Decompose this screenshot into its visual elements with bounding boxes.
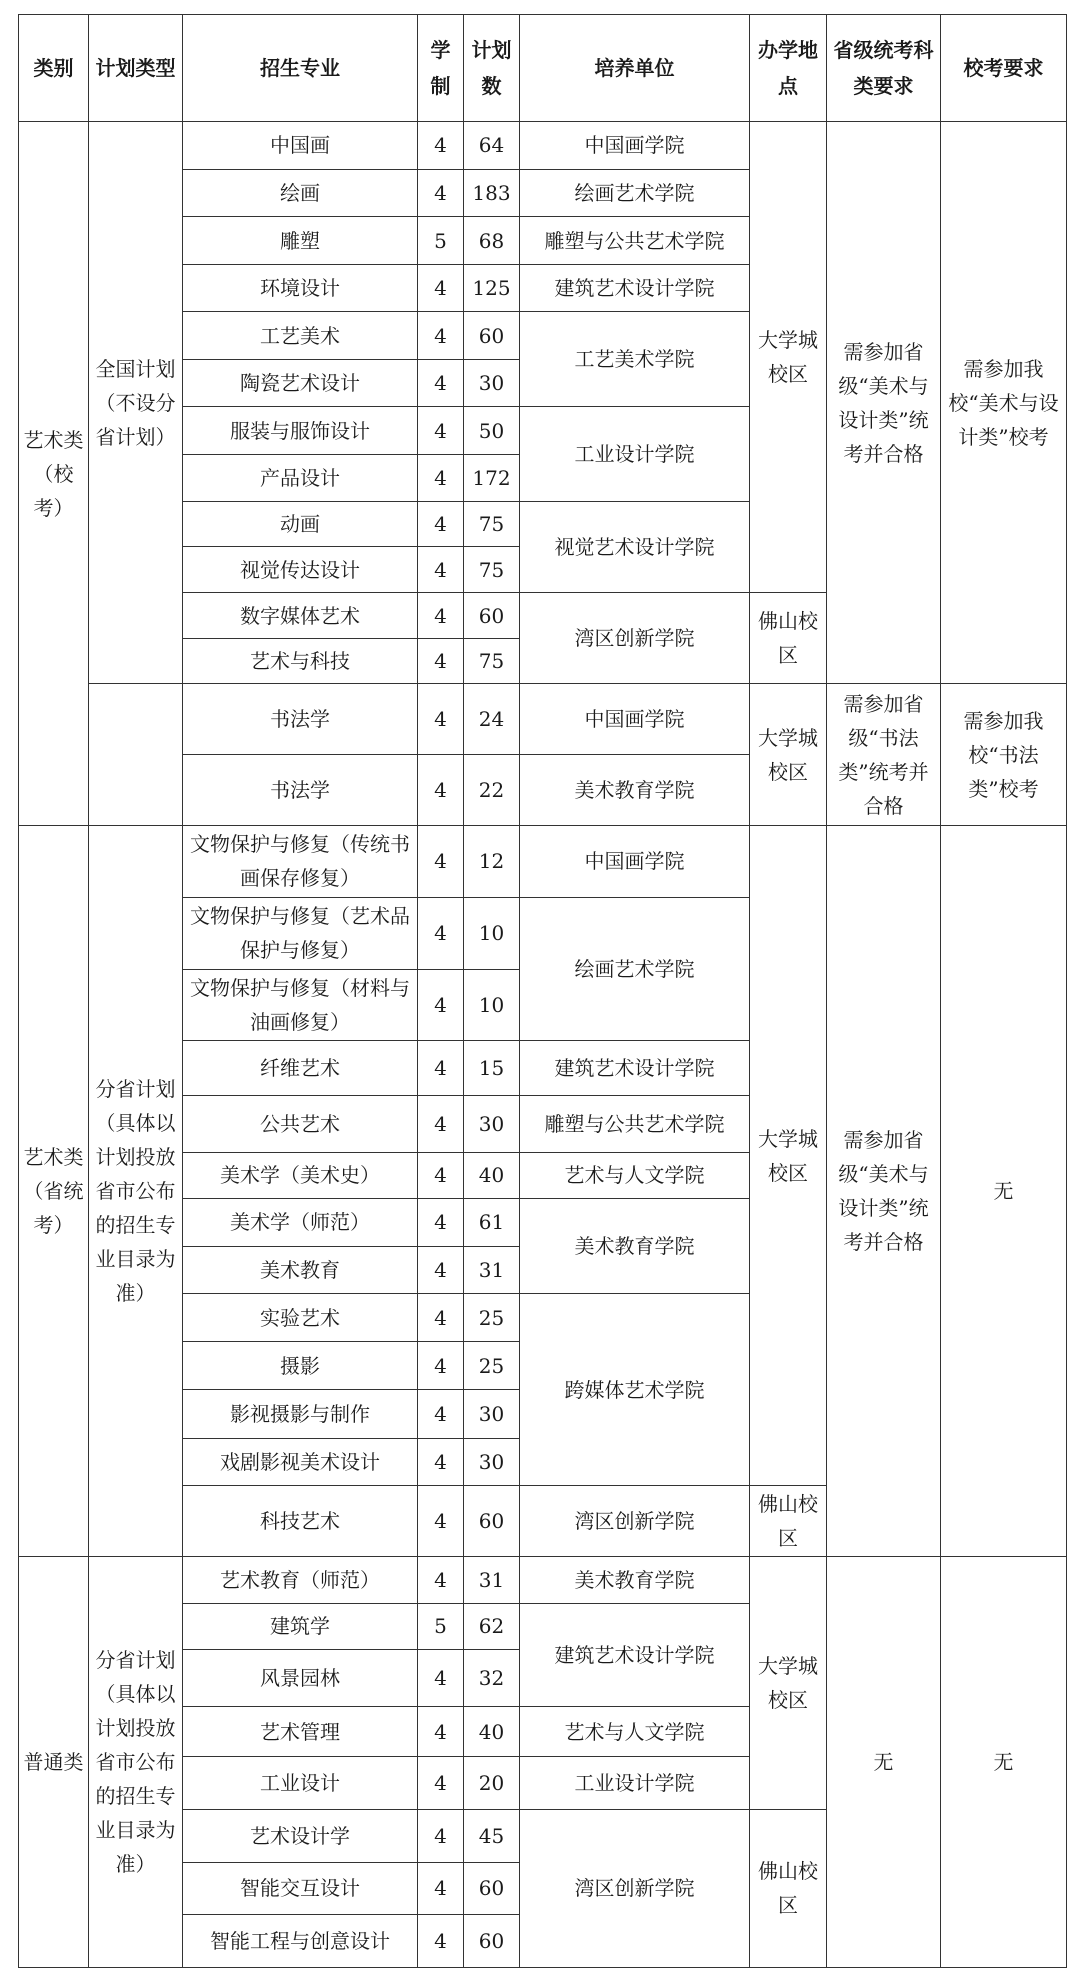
unit-cell: 中国画学院 bbox=[520, 826, 750, 898]
years-cell: 4 bbox=[418, 1199, 464, 1247]
quota-cell: 62 bbox=[464, 1603, 520, 1650]
quota-cell: 30 bbox=[464, 1390, 520, 1439]
quota-cell: 40 bbox=[464, 1152, 520, 1199]
quota-cell: 25 bbox=[464, 1341, 520, 1390]
major-cell: 艺术教育（师范） bbox=[183, 1557, 418, 1604]
unit-cell: 绘画艺术学院 bbox=[520, 897, 750, 1041]
unit-cell: 工业设计学院 bbox=[520, 407, 750, 502]
years-cell: 4 bbox=[418, 169, 464, 217]
years-cell: 4 bbox=[418, 1557, 464, 1604]
quota-cell: 75 bbox=[464, 502, 520, 547]
quota-cell: 30 bbox=[464, 359, 520, 407]
years-cell: 4 bbox=[418, 1294, 464, 1342]
quota-cell: 172 bbox=[464, 454, 520, 502]
school-requirement-cell: 无 bbox=[941, 1557, 1067, 1968]
major-cell: 实验艺术 bbox=[183, 1294, 418, 1342]
major-cell: 书法学 bbox=[183, 755, 418, 826]
quota-cell: 50 bbox=[464, 407, 520, 455]
quota-cell: 68 bbox=[464, 217, 520, 265]
years-cell: 4 bbox=[418, 407, 464, 455]
major-cell: 纤维艺术 bbox=[183, 1041, 418, 1096]
quota-cell: 75 bbox=[464, 546, 520, 593]
header-campus: 办学地点 bbox=[750, 15, 827, 122]
unit-cell: 美术教育学院 bbox=[520, 755, 750, 826]
years-cell: 4 bbox=[418, 312, 464, 360]
years-cell: 4 bbox=[418, 638, 464, 684]
header-quota: 计划数 bbox=[464, 15, 520, 122]
major-cell: 智能交互设计 bbox=[183, 1862, 418, 1915]
quota-cell: 30 bbox=[464, 1438, 520, 1486]
quota-cell: 60 bbox=[464, 1486, 520, 1557]
quota-cell: 22 bbox=[464, 755, 520, 826]
years-cell: 4 bbox=[418, 969, 464, 1041]
campus-cell: 大学城校区 bbox=[750, 684, 827, 826]
unit-cell: 跨媒体艺术学院 bbox=[520, 1294, 750, 1486]
campus-cell: 大学城校区 bbox=[750, 1557, 827, 1810]
header-category: 类别 bbox=[19, 15, 89, 122]
plan-type-cell: 全国计划（不设分省计划） bbox=[89, 122, 183, 684]
major-cell: 服装与服饰设计 bbox=[183, 407, 418, 455]
years-cell: 4 bbox=[418, 1650, 464, 1707]
provincial-requirement-cell: 需参加省级“美术与设计类”统考并合格 bbox=[827, 122, 941, 684]
unit-cell: 建筑艺术设计学院 bbox=[520, 264, 750, 312]
category-cell: 艺术类（校考） bbox=[19, 122, 89, 826]
quota-cell: 61 bbox=[464, 1199, 520, 1247]
quota-cell: 32 bbox=[464, 1650, 520, 1707]
quota-cell: 15 bbox=[464, 1041, 520, 1096]
quota-cell: 20 bbox=[464, 1757, 520, 1810]
quota-cell: 10 bbox=[464, 969, 520, 1041]
major-cell: 艺术与科技 bbox=[183, 638, 418, 684]
header-school-requirement: 校考要求 bbox=[941, 15, 1067, 122]
years-cell: 4 bbox=[418, 1041, 464, 1096]
quota-cell: 40 bbox=[464, 1706, 520, 1757]
years-cell: 4 bbox=[418, 1438, 464, 1486]
years-cell: 4 bbox=[418, 1096, 464, 1153]
unit-cell: 中国画学院 bbox=[520, 122, 750, 170]
years-cell: 4 bbox=[418, 684, 464, 755]
major-cell: 文物保护与修复（材料与油画修复） bbox=[183, 969, 418, 1041]
major-cell: 工艺美术 bbox=[183, 312, 418, 360]
header-years: 学制 bbox=[418, 15, 464, 122]
table-row bbox=[19, 1557, 1067, 1604]
campus-cell: 佛山校区 bbox=[750, 593, 827, 684]
unit-cell: 湾区创新学院 bbox=[520, 1486, 750, 1557]
quota-cell: 10 bbox=[464, 897, 520, 969]
category-cell: 普通类 bbox=[19, 1557, 89, 1968]
quota-cell: 64 bbox=[464, 122, 520, 170]
major-cell: 艺术管理 bbox=[183, 1706, 418, 1757]
major-cell: 科技艺术 bbox=[183, 1486, 418, 1557]
years-cell: 4 bbox=[418, 1809, 464, 1862]
years-cell: 5 bbox=[418, 217, 464, 265]
campus-cell: 佛山校区 bbox=[750, 1486, 827, 1557]
major-cell: 影视摄影与制作 bbox=[183, 1390, 418, 1439]
quota-cell: 125 bbox=[464, 264, 520, 312]
major-cell: 公共艺术 bbox=[183, 1096, 418, 1153]
campus-cell: 大学城校区 bbox=[750, 122, 827, 593]
header-plan-type: 计划类型 bbox=[89, 15, 183, 122]
unit-cell: 美术教育学院 bbox=[520, 1199, 750, 1294]
years-cell: 4 bbox=[418, 1706, 464, 1757]
header-row bbox=[19, 15, 1067, 122]
admission-plan-table bbox=[18, 14, 1067, 1968]
years-cell: 4 bbox=[418, 593, 464, 639]
school-requirement-cell: 无 bbox=[941, 826, 1067, 1557]
major-cell: 陶瓷艺术设计 bbox=[183, 359, 418, 407]
major-cell: 艺术设计学 bbox=[183, 1809, 418, 1862]
major-cell: 视觉传达设计 bbox=[183, 546, 418, 593]
major-cell: 雕塑 bbox=[183, 217, 418, 265]
major-cell: 绘画 bbox=[183, 169, 418, 217]
unit-cell: 美术教育学院 bbox=[520, 1557, 750, 1604]
major-cell: 产品设计 bbox=[183, 454, 418, 502]
unit-cell: 工业设计学院 bbox=[520, 1757, 750, 1810]
quota-cell: 24 bbox=[464, 684, 520, 755]
major-cell: 美术教育 bbox=[183, 1246, 418, 1294]
years-cell: 4 bbox=[418, 826, 464, 898]
header-major: 招生专业 bbox=[183, 15, 418, 122]
unit-cell: 湾区创新学院 bbox=[520, 1809, 750, 1967]
quota-cell: 183 bbox=[464, 169, 520, 217]
unit-cell: 视觉艺术设计学院 bbox=[520, 502, 750, 593]
major-cell: 数字媒体艺术 bbox=[183, 593, 418, 639]
campus-cell: 大学城校区 bbox=[750, 826, 827, 1486]
quota-cell: 31 bbox=[464, 1557, 520, 1604]
years-cell: 4 bbox=[418, 1862, 464, 1915]
years-cell: 4 bbox=[418, 264, 464, 312]
major-cell: 美术学（师范） bbox=[183, 1199, 418, 1247]
unit-cell: 艺术与人文学院 bbox=[520, 1706, 750, 1757]
years-cell: 4 bbox=[418, 454, 464, 502]
major-cell: 建筑学 bbox=[183, 1603, 418, 1650]
plan-type-cell-empty bbox=[89, 684, 183, 826]
years-cell: 4 bbox=[418, 122, 464, 170]
table-row bbox=[19, 122, 1067, 170]
category-cell: 艺术类（省统考） bbox=[19, 826, 89, 1557]
years-cell: 4 bbox=[418, 1246, 464, 1294]
major-cell: 摄影 bbox=[183, 1341, 418, 1390]
quota-cell: 60 bbox=[464, 1915, 520, 1968]
major-cell: 戏剧影视美术设计 bbox=[183, 1438, 418, 1486]
years-cell: 4 bbox=[418, 359, 464, 407]
plan-type-cell: 分省计划（具体以计划投放省市公布的招生专业目录为准） bbox=[89, 826, 183, 1557]
years-cell: 4 bbox=[418, 502, 464, 547]
unit-cell: 绘画艺术学院 bbox=[520, 169, 750, 217]
table-row bbox=[19, 826, 1067, 898]
provincial-requirement-cell: 需参加省级“美术与设计类”统考并合格 bbox=[827, 826, 941, 1557]
years-cell: 4 bbox=[418, 546, 464, 593]
major-cell: 美术学（美术史） bbox=[183, 1152, 418, 1199]
major-cell: 书法学 bbox=[183, 684, 418, 755]
quota-cell: 60 bbox=[464, 593, 520, 639]
plan-type-cell: 分省计划（具体以计划投放省市公布的招生专业目录为准） bbox=[89, 1557, 183, 1968]
quota-cell: 75 bbox=[464, 638, 520, 684]
unit-cell: 雕塑与公共艺术学院 bbox=[520, 1096, 750, 1153]
years-cell: 4 bbox=[418, 1152, 464, 1199]
years-cell: 4 bbox=[418, 1390, 464, 1439]
major-cell: 文物保护与修复（艺术品保护与修复） bbox=[183, 897, 418, 969]
unit-cell: 建筑艺术设计学院 bbox=[520, 1603, 750, 1706]
provincial-requirement-cell: 无 bbox=[827, 1557, 941, 1968]
major-cell: 文物保护与修复（传统书画保存修复） bbox=[183, 826, 418, 898]
quota-cell: 31 bbox=[464, 1246, 520, 1294]
years-cell: 4 bbox=[418, 897, 464, 969]
unit-cell: 雕塑与公共艺术学院 bbox=[520, 217, 750, 265]
years-cell: 4 bbox=[418, 1757, 464, 1810]
quota-cell: 60 bbox=[464, 312, 520, 360]
quota-cell: 12 bbox=[464, 826, 520, 898]
years-cell: 4 bbox=[418, 1486, 464, 1557]
unit-cell: 中国画学院 bbox=[520, 684, 750, 755]
header-unit: 培养单位 bbox=[520, 15, 750, 122]
major-cell: 智能工程与创意设计 bbox=[183, 1915, 418, 1968]
unit-cell: 湾区创新学院 bbox=[520, 593, 750, 684]
unit-cell: 艺术与人文学院 bbox=[520, 1152, 750, 1199]
major-cell: 工业设计 bbox=[183, 1757, 418, 1810]
quota-cell: 45 bbox=[464, 1809, 520, 1862]
quota-cell: 30 bbox=[464, 1096, 520, 1153]
provincial-requirement-cell: 需参加省级“书法类”统考并合格 bbox=[827, 684, 941, 826]
years-cell: 5 bbox=[418, 1603, 464, 1650]
quota-cell: 60 bbox=[464, 1862, 520, 1915]
years-cell: 4 bbox=[418, 1915, 464, 1968]
major-cell: 中国画 bbox=[183, 122, 418, 170]
major-cell: 风景园林 bbox=[183, 1650, 418, 1707]
years-cell: 4 bbox=[418, 1341, 464, 1390]
unit-cell: 工艺美术学院 bbox=[520, 312, 750, 407]
table-row bbox=[19, 684, 1067, 755]
school-requirement-cell: 需参加我校“书法类”校考 bbox=[941, 684, 1067, 826]
years-cell: 4 bbox=[418, 755, 464, 826]
campus-cell: 佛山校区 bbox=[750, 1809, 827, 1967]
major-cell: 环境设计 bbox=[183, 264, 418, 312]
major-cell: 动画 bbox=[183, 502, 418, 547]
unit-cell: 建筑艺术设计学院 bbox=[520, 1041, 750, 1096]
quota-cell: 25 bbox=[464, 1294, 520, 1342]
school-requirement-cell: 需参加我校“美术与设计类”校考 bbox=[941, 122, 1067, 684]
header-provincial-requirement: 省级统考科类要求 bbox=[827, 15, 941, 122]
